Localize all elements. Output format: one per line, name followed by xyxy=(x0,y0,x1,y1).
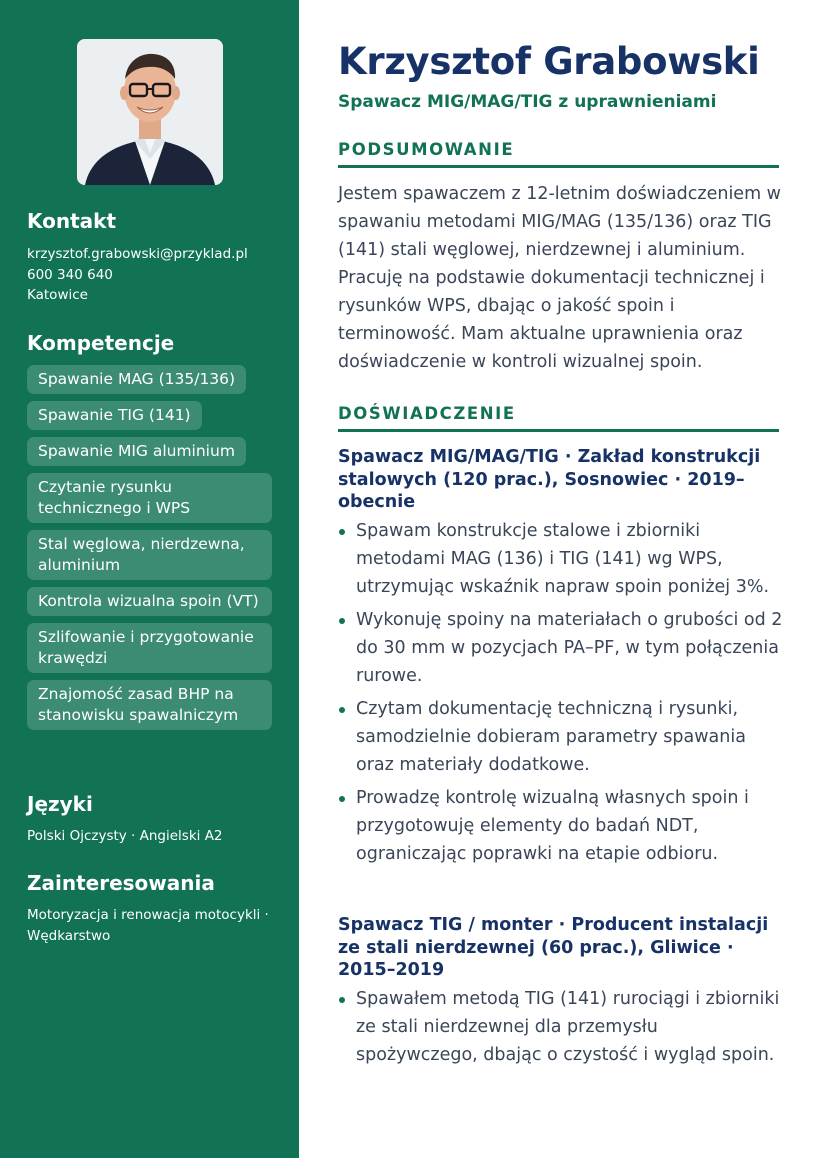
summary-text: Jestem spawaczem z 12-letnim doświadczeniem w spawaniu metodami MIG/MAG (135/136) oraz TIG (141) stali węglowej, nierdzewnej i aluminium. Pracuję na podstawie dokumentacji technicznej i rysunków WPS, dbając o jakość spoin i terminowość. Mam aktualne uprawnienia oraz doświadczenie w kontroli wizualnej spoin. xyxy=(338,184,781,372)
interests-line: Wędkarstwo xyxy=(27,927,111,944)
summary-heading: PODSUMOWANIE xyxy=(338,140,779,168)
skill-chip: Szlifowanie i przygotowanie krawędzi xyxy=(27,623,272,673)
list-item xyxy=(338,985,783,1069)
contact-details xyxy=(27,244,248,306)
interests-text xyxy=(27,905,269,946)
list-item xyxy=(338,517,783,601)
bullet-text: Czytam dokumentację techniczną i rysunki, samodzielnie dobieram parametry spawania oraz materiały dodatkowe. xyxy=(356,699,746,775)
languages-text: Polski Ojczysty · Angielski A2 xyxy=(27,828,223,844)
bullet-dot-icon xyxy=(339,796,345,802)
contact-heading: Kontakt xyxy=(27,209,117,233)
profile-photo xyxy=(77,39,223,185)
job-bullets xyxy=(338,517,783,873)
sidebar xyxy=(0,0,299,1158)
bullet-text: Wykonuję spoiny na materiałach o grubości od 2 do 30 mm w pozycjach PA–PF, w tym połączenia rurowe. xyxy=(356,610,783,686)
bullet-dot-icon xyxy=(339,529,345,535)
list-item xyxy=(338,695,783,779)
languages-heading: Języki xyxy=(27,792,93,816)
contact-email[interactable]: krzysztof.grabowski@przyklad.pl xyxy=(27,246,248,262)
interests-line: Motoryzacja i renowacja motocykli · xyxy=(27,907,269,923)
person-role: Spawacz MIG/MAG/TIG z uprawnieniami xyxy=(338,92,717,112)
skill-chip: Spawanie MIG aluminium xyxy=(27,437,246,466)
bullet-dot-icon xyxy=(339,707,345,713)
skills-heading: Kompetencje xyxy=(27,331,175,355)
skill-chip: Spawanie MAG (135/136) xyxy=(27,365,246,394)
bullet-text: Spawałem metodą TIG (141) rurociągi i zbiorniki ze stali nierdzewnej dla przemysłu spożywczego, dbając o czystość i wygląd spoin. xyxy=(356,989,780,1065)
skill-chip: Kontrola wizualna spoin (VT) xyxy=(27,587,272,616)
job-title: Spawacz MIG/MAG/TIG · Zakład konstrukcji stalowych (120 prac.), Sosnowiec · 2019–obecnie xyxy=(338,447,761,512)
person-name: Krzysztof Grabowski xyxy=(338,40,760,83)
bullet-dot-icon xyxy=(339,618,345,624)
contact-city: Katowice xyxy=(27,287,88,303)
skills-list xyxy=(27,365,272,737)
bullet-text: Prowadzę kontrolę wizualną własnych spoin i przygotowuję elementy do badań NDT, ograniczając poprawki na etapie odbioru. xyxy=(356,788,749,864)
skill-chip: Znajomość zasad BHP na stanowisku spawalniczym xyxy=(27,680,272,730)
skill-chip: Czytanie rysunku technicznego i WPS xyxy=(27,473,272,523)
job-bullets xyxy=(338,985,783,1074)
bullet-text: Spawam konstrukcje stalowe i zbiorniki metodami MAG (136) i TIG (141) wg WPS, utrzymując wskaźnik napraw spoin poniżej 3%. xyxy=(356,521,770,597)
experience-heading: DOŚWIADCZENIE xyxy=(338,404,779,432)
bullet-dot-icon xyxy=(339,997,345,1003)
contact-phone[interactable]: 600 340 640 xyxy=(27,266,113,283)
list-item xyxy=(338,784,783,868)
job-title: Spawacz TIG / monter · Producent instalacji ze stali nierdzewnej (60 prac.), Gliwice · 2015–2019 xyxy=(338,915,769,980)
interests-heading: Zainteresowania xyxy=(27,871,215,895)
skill-chip: Spawanie TIG (141) xyxy=(27,401,202,430)
skill-chip: Stal węglowa, nierdzewna, aluminium xyxy=(27,530,272,580)
list-item xyxy=(338,606,783,690)
